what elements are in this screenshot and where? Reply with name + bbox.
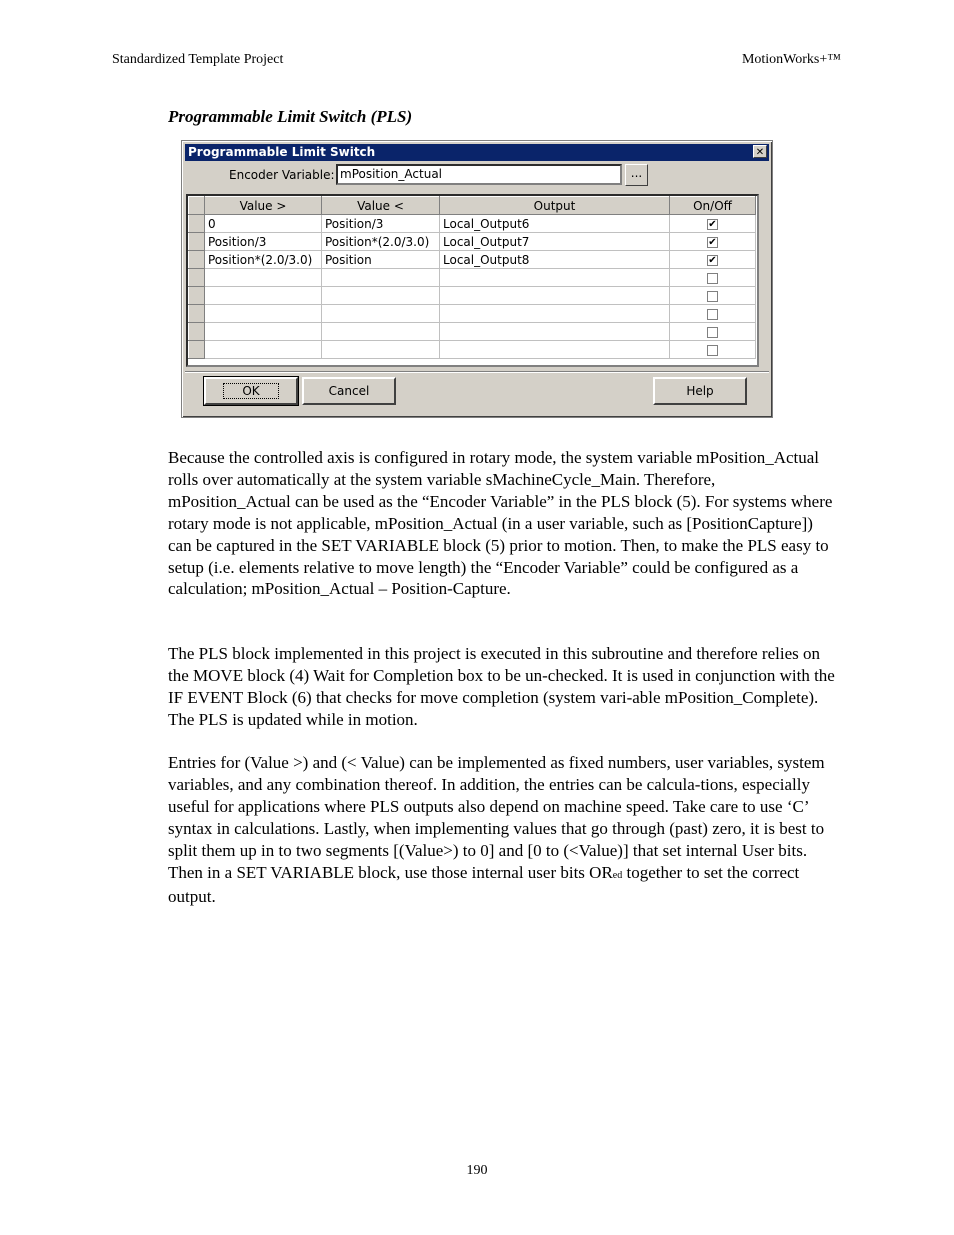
- checkbox-checked-icon[interactable]: ✔: [708, 218, 717, 230]
- cell-on-off: [670, 215, 756, 233]
- cancel-button[interactable]: Cancel: [302, 377, 396, 405]
- row-header[interactable]: [189, 305, 205, 323]
- cell-output[interactable]: [440, 269, 670, 287]
- page-number: 190: [466, 1163, 488, 1178]
- table-row: [189, 251, 756, 269]
- checkbox-checked-icon[interactable]: ✔: [708, 236, 717, 248]
- cell-on-off: [670, 251, 756, 269]
- ok-button[interactable]: [204, 377, 298, 405]
- row-header[interactable]: [189, 269, 205, 287]
- col-header-on-off[interactable]: On/Off: [670, 197, 756, 215]
- cell-output[interactable]: Local_Output6: [440, 215, 670, 233]
- table-row: [189, 215, 756, 233]
- cell-output[interactable]: [440, 323, 670, 341]
- row-header[interactable]: [189, 233, 205, 251]
- paragraph-entries-tail: together to set the correct output.: [168, 862, 800, 907]
- cell-output[interactable]: [440, 341, 670, 359]
- dialog-titlebar: [185, 144, 769, 161]
- table-row: [189, 323, 756, 341]
- row-header[interactable]: [189, 215, 205, 233]
- pls-dialog: [181, 140, 773, 418]
- cell-output[interactable]: Local_Output8: [440, 251, 670, 269]
- close-icon[interactable]: ✕: [753, 145, 767, 158]
- page-header-right: MotionWorks+™: [741, 52, 841, 67]
- col-header-value-lt[interactable]: Value <: [322, 197, 440, 215]
- cell-value-gt[interactable]: Position/3: [205, 233, 322, 251]
- paragraph-entries-text: Entries for (Value >) and (< Value) can be implemented as fixed numbers, user variables, system variables, and any combination thereof. In addition, the entries can be calcula-tions, especially useful for applications where PLS outputs also depend on machine speed. Take care to use ‘C’ syntax in calculations. Lastly, when implementing values that go through (past) zero, it is best to split them up in to two segments [(Value>) to 0] and [0 to (<Value)] that set internal User bits. Then in a SET VARIABLE block, use those internal user bits OR: [168, 753, 825, 882]
- cell-value-gt[interactable]: [205, 269, 322, 287]
- table-row: [189, 305, 756, 323]
- cell-output[interactable]: [440, 305, 670, 323]
- cell-value-gt[interactable]: [205, 287, 322, 305]
- cell-output[interactable]: Local_Output7: [440, 233, 670, 251]
- cell-value-gt[interactable]: 0: [205, 215, 322, 233]
- paragraph-entries: [168, 752, 840, 908]
- cell-value-gt[interactable]: [205, 323, 322, 341]
- checkbox-unchecked-icon[interactable]: [707, 273, 718, 284]
- table-row: [189, 233, 756, 251]
- cell-on-off: [670, 269, 756, 287]
- checkbox-checked-icon[interactable]: ✔: [708, 254, 717, 266]
- cell-value-gt[interactable]: [205, 305, 322, 323]
- section-title: Programmable Limit Switch (PLS): [168, 107, 413, 126]
- cell-on-off: [670, 287, 756, 305]
- cell-value-gt[interactable]: Position*(2.0/3.0): [205, 251, 322, 269]
- cell-output[interactable]: [440, 287, 670, 305]
- page-header-left: Standardized Template Project: [112, 52, 284, 67]
- paragraph-pls-block: The PLS block implemented in this project is executed in this subroutine and therefore relies on the MOVE block (4) Wait for Completion box to be un-checked. It is used in conjunction with the IF EVENT Block (6) that checks for move completion (system vari-able mPosition_Complete). The PLS is updated while in motion.: [168, 644, 835, 729]
- encoder-variable-input[interactable]: mPosition_Actual: [336, 164, 622, 185]
- help-button[interactable]: Help: [653, 377, 747, 405]
- checkbox-unchecked-icon[interactable]: [707, 327, 718, 338]
- col-header-value-gt[interactable]: Value >: [205, 197, 322, 215]
- cell-value-lt[interactable]: [322, 287, 440, 305]
- cell-value-lt[interactable]: Position/3: [322, 215, 440, 233]
- cell-value-gt[interactable]: [205, 341, 322, 359]
- row-header[interactable]: [189, 287, 205, 305]
- table-row: [189, 269, 756, 287]
- row-header[interactable]: [189, 323, 205, 341]
- encoder-variable-label: Encoder Variable:: [229, 168, 335, 182]
- grid-header-row: [189, 197, 756, 215]
- cell-value-lt[interactable]: Position: [322, 251, 440, 269]
- dialog-separator: [185, 371, 769, 373]
- cell-on-off: [670, 341, 756, 359]
- table-row: [189, 341, 756, 359]
- cell-on-off: [670, 323, 756, 341]
- paragraph-rotary-mode: Because the controlled axis is configured in rotary mode, the system variable mPosition_Actual rolls over automatically at the system variable sMachineCycle_Main. Therefore, mPosition_Actual can be used as the “Encoder Variable” in the PLS block (5). For systems where rotary mode is not applicable, mPosition_Actual (in a user variable, such as [PositionCapture]) can be captured in the SET VARIABLE block (5) prior to motion. Then, to make the PLS easy to setup (i.e. elements relative to move length) the “Encoder Variable” could be configured as a calculation; mPosition_Actual – Position-Capture.: [168, 448, 833, 599]
- row-header[interactable]: [189, 251, 205, 269]
- checkbox-unchecked-icon[interactable]: [707, 309, 718, 320]
- col-header-output[interactable]: Output: [440, 197, 670, 215]
- cell-value-lt[interactable]: [322, 323, 440, 341]
- cell-value-lt[interactable]: [322, 305, 440, 323]
- browse-button[interactable]: ...: [625, 164, 648, 186]
- cell-on-off: [670, 233, 756, 251]
- pls-grid: [186, 194, 759, 367]
- dialog-title: Programmable Limit Switch: [188, 145, 376, 159]
- row-header[interactable]: [189, 341, 205, 359]
- table-row: [189, 287, 756, 305]
- cell-on-off: [670, 305, 756, 323]
- cell-value-lt[interactable]: Position*(2.0/3.0): [322, 233, 440, 251]
- grid-corner: [189, 197, 205, 215]
- checkbox-unchecked-icon[interactable]: [707, 345, 718, 356]
- checkbox-unchecked-icon[interactable]: [707, 291, 718, 302]
- paragraph-entries-sub: ed: [612, 869, 623, 881]
- cell-value-lt[interactable]: [322, 269, 440, 287]
- cell-value-lt[interactable]: [322, 341, 440, 359]
- ok-button-label: OK: [223, 383, 278, 399]
